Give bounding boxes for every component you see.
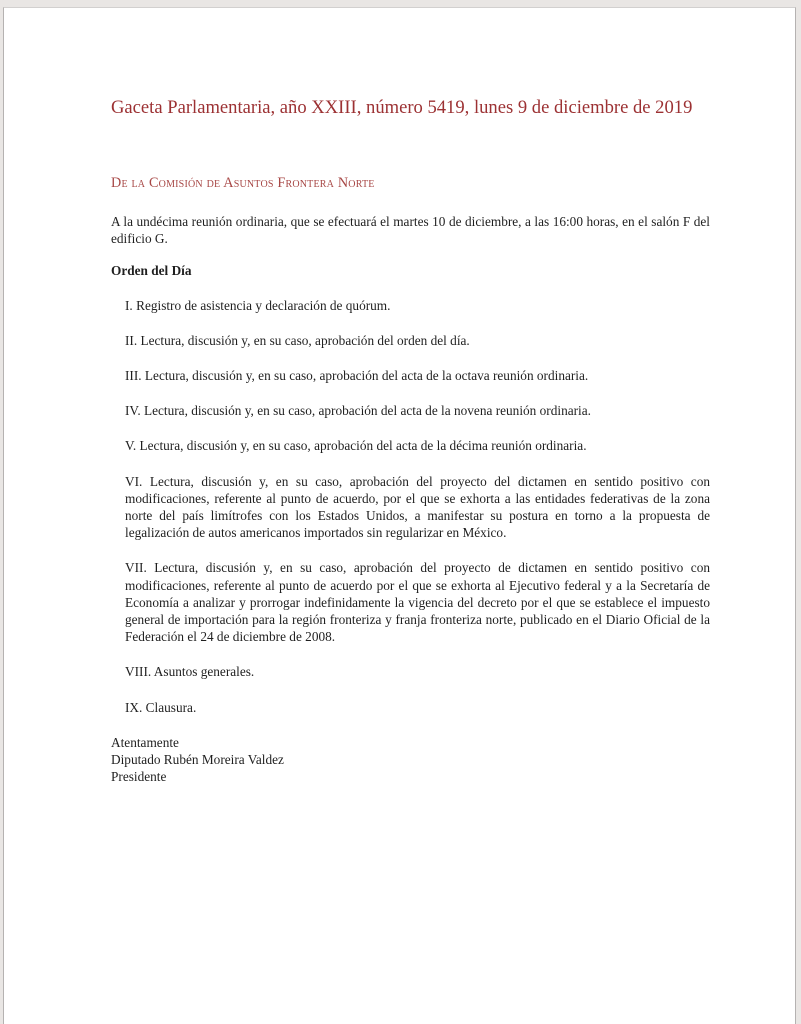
- document-content: [111, 8, 710, 785]
- document-page: [3, 7, 796, 1024]
- masthead-title: Gaceta Parlamentaria, año XXIII, número 5419, lunes 9 de diciembre de 2019: [111, 97, 693, 118]
- signatory-role: Presidente: [111, 769, 167, 785]
- intro-paragraph: A la undécima reunión ordinaria, que se efectuará el martes 10 de diciembre, a las 16:00 horas, en el salón F del edificio G.: [111, 214, 710, 247]
- agenda-item-6: VI. Lectura, discusión y, en su caso, aprobación del proyecto del dictamen en sentido positivo con modificaciones, referente al punto de acuerdo, por el que se exhorta a las entidades federativas de la zona norte del país limítrofes con los Estados Unidos, a manifestar su postura en torno a la propuesta de legalización de autos americanos importados sin regularizar en México.: [125, 473, 710, 541]
- agenda-item-3: III. Lectura, discusión y, en su caso, aprobación del acta de la octava reunión ordinaria.: [125, 368, 589, 384]
- agenda-item-9: IX. Clausura.: [125, 699, 197, 715]
- agenda-item-4: IV. Lectura, discusión y, en su caso, aprobación del acta de la novena reunión ordinaria.: [125, 403, 591, 419]
- agenda-item-5: V. Lectura, discusión y, en su caso, aprobación del acta de la décima reunión ordinaria.: [125, 438, 587, 454]
- section-heading: De la Comisión de Asuntos Frontera Norte: [111, 175, 375, 191]
- closing-block: [111, 734, 710, 786]
- agenda-item-1: I. Registro de asistencia y declaración de quórum.: [125, 297, 391, 313]
- agenda-item-7: VII. Lectura, discusión y, en su caso, aprobación del proyecto de dictamen en sentido positivo con modificaciones, referente al punto de acuerdo por el que se exhorta al Ejecutivo federal y a la Secretaría de Economía a analizar y prorrogar indefinidamente la vigencia del decreto por el que se establece el impuesto general de importación para la región fronteriza y franja fronteriza norte, publicado en el Diario Oficial de la Federación el 24 de diciembre de 2008.: [125, 560, 710, 645]
- signatory-name: Diputado Rubén Moreira Valdez: [111, 752, 284, 768]
- agenda-item-8: VIII. Asuntos generales.: [125, 664, 255, 680]
- agenda-title: Orden del Día: [111, 263, 192, 279]
- agenda-item-2: II. Lectura, discusión y, en su caso, aprobación del orden del día.: [125, 332, 470, 348]
- closing-salutation: Atentamente: [111, 734, 179, 750]
